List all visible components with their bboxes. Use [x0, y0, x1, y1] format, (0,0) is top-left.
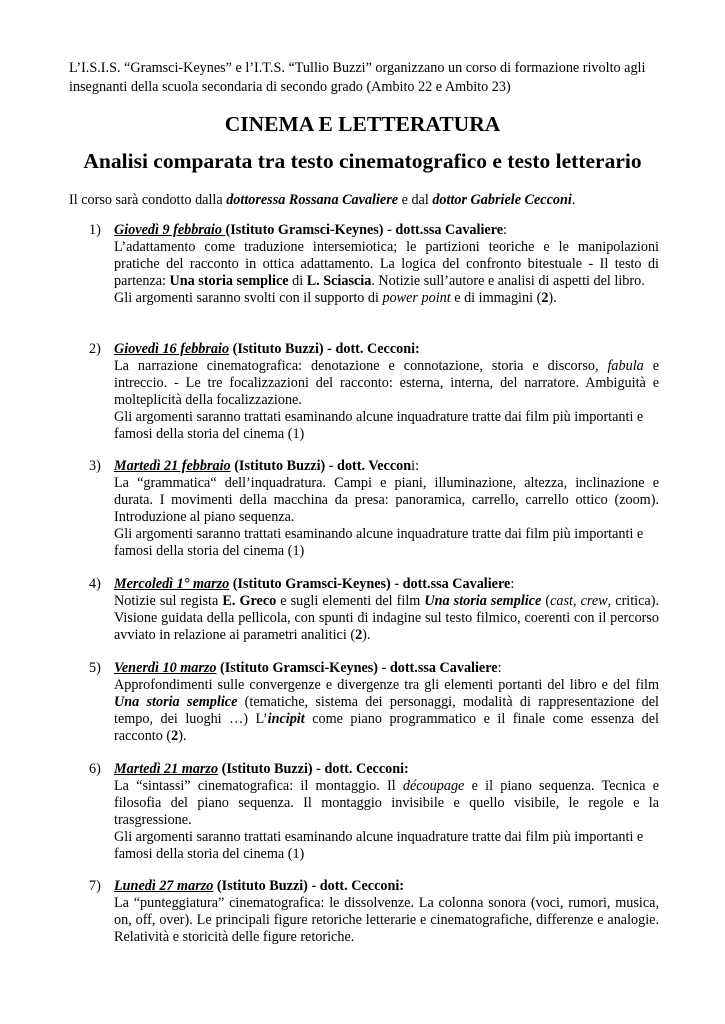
session-2 [89, 341, 659, 443]
session-colon: : [510, 576, 515, 592]
session-date: Lunedì 27 marzo [114, 878, 214, 894]
session-description [114, 593, 659, 644]
description-reference: 2 [171, 728, 179, 744]
book-title: Una storia semplice [169, 273, 289, 289]
session-note: Gli argomenti saranno trattati esaminando alcune inquadrature tratte dai film più importanti e famosi della storia del cinema (1) [114, 829, 644, 862]
term-crew: crew [580, 593, 608, 609]
session-number: 7) [89, 878, 101, 894]
session-venue: (Istituto Buzzi) - dott. Veccon [230, 458, 412, 474]
term-fabula: fabula [607, 358, 644, 374]
session-note: Gli argomenti saranno trattati esaminando alcune inquadrature tratte dai film più importanti e famosi della storia del cinema (1) [114, 526, 644, 559]
description-text: ( [541, 593, 551, 609]
note-reference: 2 [541, 290, 549, 306]
session-venue-tail: i: [411, 458, 420, 474]
session-venue: (Istituto Buzzi) - dott. Cecconi: [218, 761, 409, 777]
session-date: Martedì 21 febbraio [114, 458, 231, 474]
term-incipit: incipit [267, 711, 305, 727]
description-reference: 2 [355, 627, 363, 643]
description-text: L’adattamento come traduzione intersemiotica; le partizioni teoriche e le manipolazioni pratiche del racconto in ottica adattamento. La logica del confronto bitestuale - Il testo di partenza: [114, 239, 659, 289]
session-description: La “punteggiatura” cinematografica: le dissolvenze. La colonna sonora (voci, rumori, musica, on, off, over). Le principali figure retoriche letterarie e cinematografiche, differenze e analogie. Relatività e storicità delle figure retoriche. [114, 895, 659, 945]
session-date: Giovedì 16 febbraio [114, 341, 230, 357]
note-text: e di immagini ( [450, 290, 542, 306]
description-text: . Notizie sull’autore e analisi di aspetti del libro. [371, 273, 645, 289]
session-venue: (Istituto Gramsci-Keynes) - dott.ssa Cavaliere [229, 576, 511, 592]
teacher-cavaliere: dottoressa Rossana Cavaliere [226, 192, 399, 208]
description-text: La “sintassi” cinematografica: il montaggio. Il [114, 778, 403, 794]
film-title: Una storia semplice [114, 694, 238, 710]
session-note: Gli argomenti saranno trattati esaminando alcune inquadrature tratte dai film più importanti e famosi della storia del cinema (1) [114, 409, 644, 442]
session-venue: (Istituto Gramsci-Keynes) - dott.ssa Cavaliere [225, 222, 504, 238]
session-header [114, 878, 659, 895]
session-header [114, 458, 659, 475]
session-3 [89, 458, 659, 560]
teachers-paragraph [69, 191, 659, 210]
description-text: e sugli elementi del film [276, 593, 425, 609]
description-text: come piano programmatico e il finale come essenza del racconto ( [114, 711, 659, 744]
session-number: 3) [89, 458, 101, 474]
description-text: e intreccio. - Le tre focalizzazioni del racconto: esterna, interna, del narratore. Ambiguità e molteplicità della focalizzazione. [114, 358, 659, 408]
description-text: di [288, 273, 307, 289]
session-number: 4) [89, 576, 101, 592]
session-description [114, 239, 659, 290]
description-text: e il piano sequenza. Tecnica e filosofia del piano sequenza. Il montaggio invisibile e quello visibile, le regole e la trasgressione. [114, 778, 659, 828]
description-text: Approfondimenti sulle convergenze e divergenze tra gli elementi portanti del libro e del film [114, 677, 659, 693]
session-1 [89, 222, 659, 307]
session-venue: (Istituto Buzzi) - dott. Cecconi: [213, 878, 405, 894]
term-decoupage: découpage [402, 778, 465, 794]
session-date: Giovedì 9 febbraio [114, 222, 226, 238]
description-text: ). [362, 627, 371, 643]
session-header [114, 341, 659, 358]
session-header [114, 222, 659, 239]
description-text: , [572, 593, 581, 609]
session-note [114, 290, 659, 307]
session-number: 6) [89, 761, 101, 777]
session-venue: (Istituto Gramsci-Keynes) - dott.ssa Cavaliere [216, 660, 498, 676]
session-description [114, 358, 659, 409]
film-title: Una storia semplice [424, 593, 542, 609]
session-description: La “grammatica“ dell’inquadratura. Campi e piani, illuminazione, altezza, inclinazione e durata. I movimenti della macchina da presa: panoramica, carrello, carrello ottico (zoom). Introduzione al piano sequenza. [114, 475, 659, 525]
session-date: Mercoledì 1° marzo [114, 576, 230, 592]
session-4 [89, 576, 659, 644]
director-name: E. Greco [222, 593, 277, 609]
session-description [114, 778, 659, 829]
session-header [114, 761, 659, 778]
teachers-text-mid: e dal [398, 192, 433, 208]
description-text: , critica). Visione guidata della pellicola, con spunti di indagine sul testo filmico, coerenti con il percorso avviato in relazione ai parametri analitici ( [114, 593, 659, 643]
course-subtitle: Analisi comparata tra testo cinematografico e testo letterario [83, 149, 642, 173]
session-number: 5) [89, 660, 101, 676]
description-text: La narrazione cinematografica: denotazione e connotazione, storia e discorso, [114, 358, 608, 374]
session-date: Martedì 21 marzo [114, 761, 219, 777]
session-date: Venerdì 10 marzo [114, 660, 217, 676]
teachers-text-end: . [571, 192, 576, 208]
description-text: Notizie sul regista [114, 593, 223, 609]
session-number: 1) [89, 222, 101, 238]
teachers-text-pre: Il corso sarà condotto dalla [69, 192, 227, 208]
intro-paragraph: L’I.S.I.S. “Gramsci-Keynes” e l’I.T.S. “Tullio Buzzi” organizzano un corso di formazione rivolto agli insegnanti della scuola secondaria di secondo grado (Ambito 22 e Ambito 23) [69, 60, 646, 95]
session-venue: (Istituto Buzzi) - dott. Cecconi: [229, 341, 420, 357]
session-5 [89, 660, 659, 745]
note-text: ). [548, 290, 557, 306]
session-colon: : [503, 222, 507, 238]
teacher-cecconi: dottor Gabriele Cecconi [432, 192, 572, 208]
session-header [114, 660, 659, 677]
description-text: ). [178, 728, 187, 744]
term-cast: cast [550, 593, 573, 609]
session-header [114, 576, 659, 593]
session-6 [89, 761, 659, 863]
course-title: CINEMA E LETTERATURA [224, 112, 501, 136]
note-power-point: power point [382, 290, 451, 306]
session-description [114, 677, 659, 745]
note-text: Gli argomenti saranno svolti con il supporto di [114, 290, 383, 306]
session-number: 2) [89, 341, 101, 357]
description-text: (tematiche, sistema dei personaggi, modalità di rappresentazione del tempo, dei luoghi …) L’ [114, 694, 659, 727]
session-7 [89, 878, 659, 946]
session-colon: : [497, 660, 502, 676]
book-author: L. Sciascia [306, 273, 372, 289]
